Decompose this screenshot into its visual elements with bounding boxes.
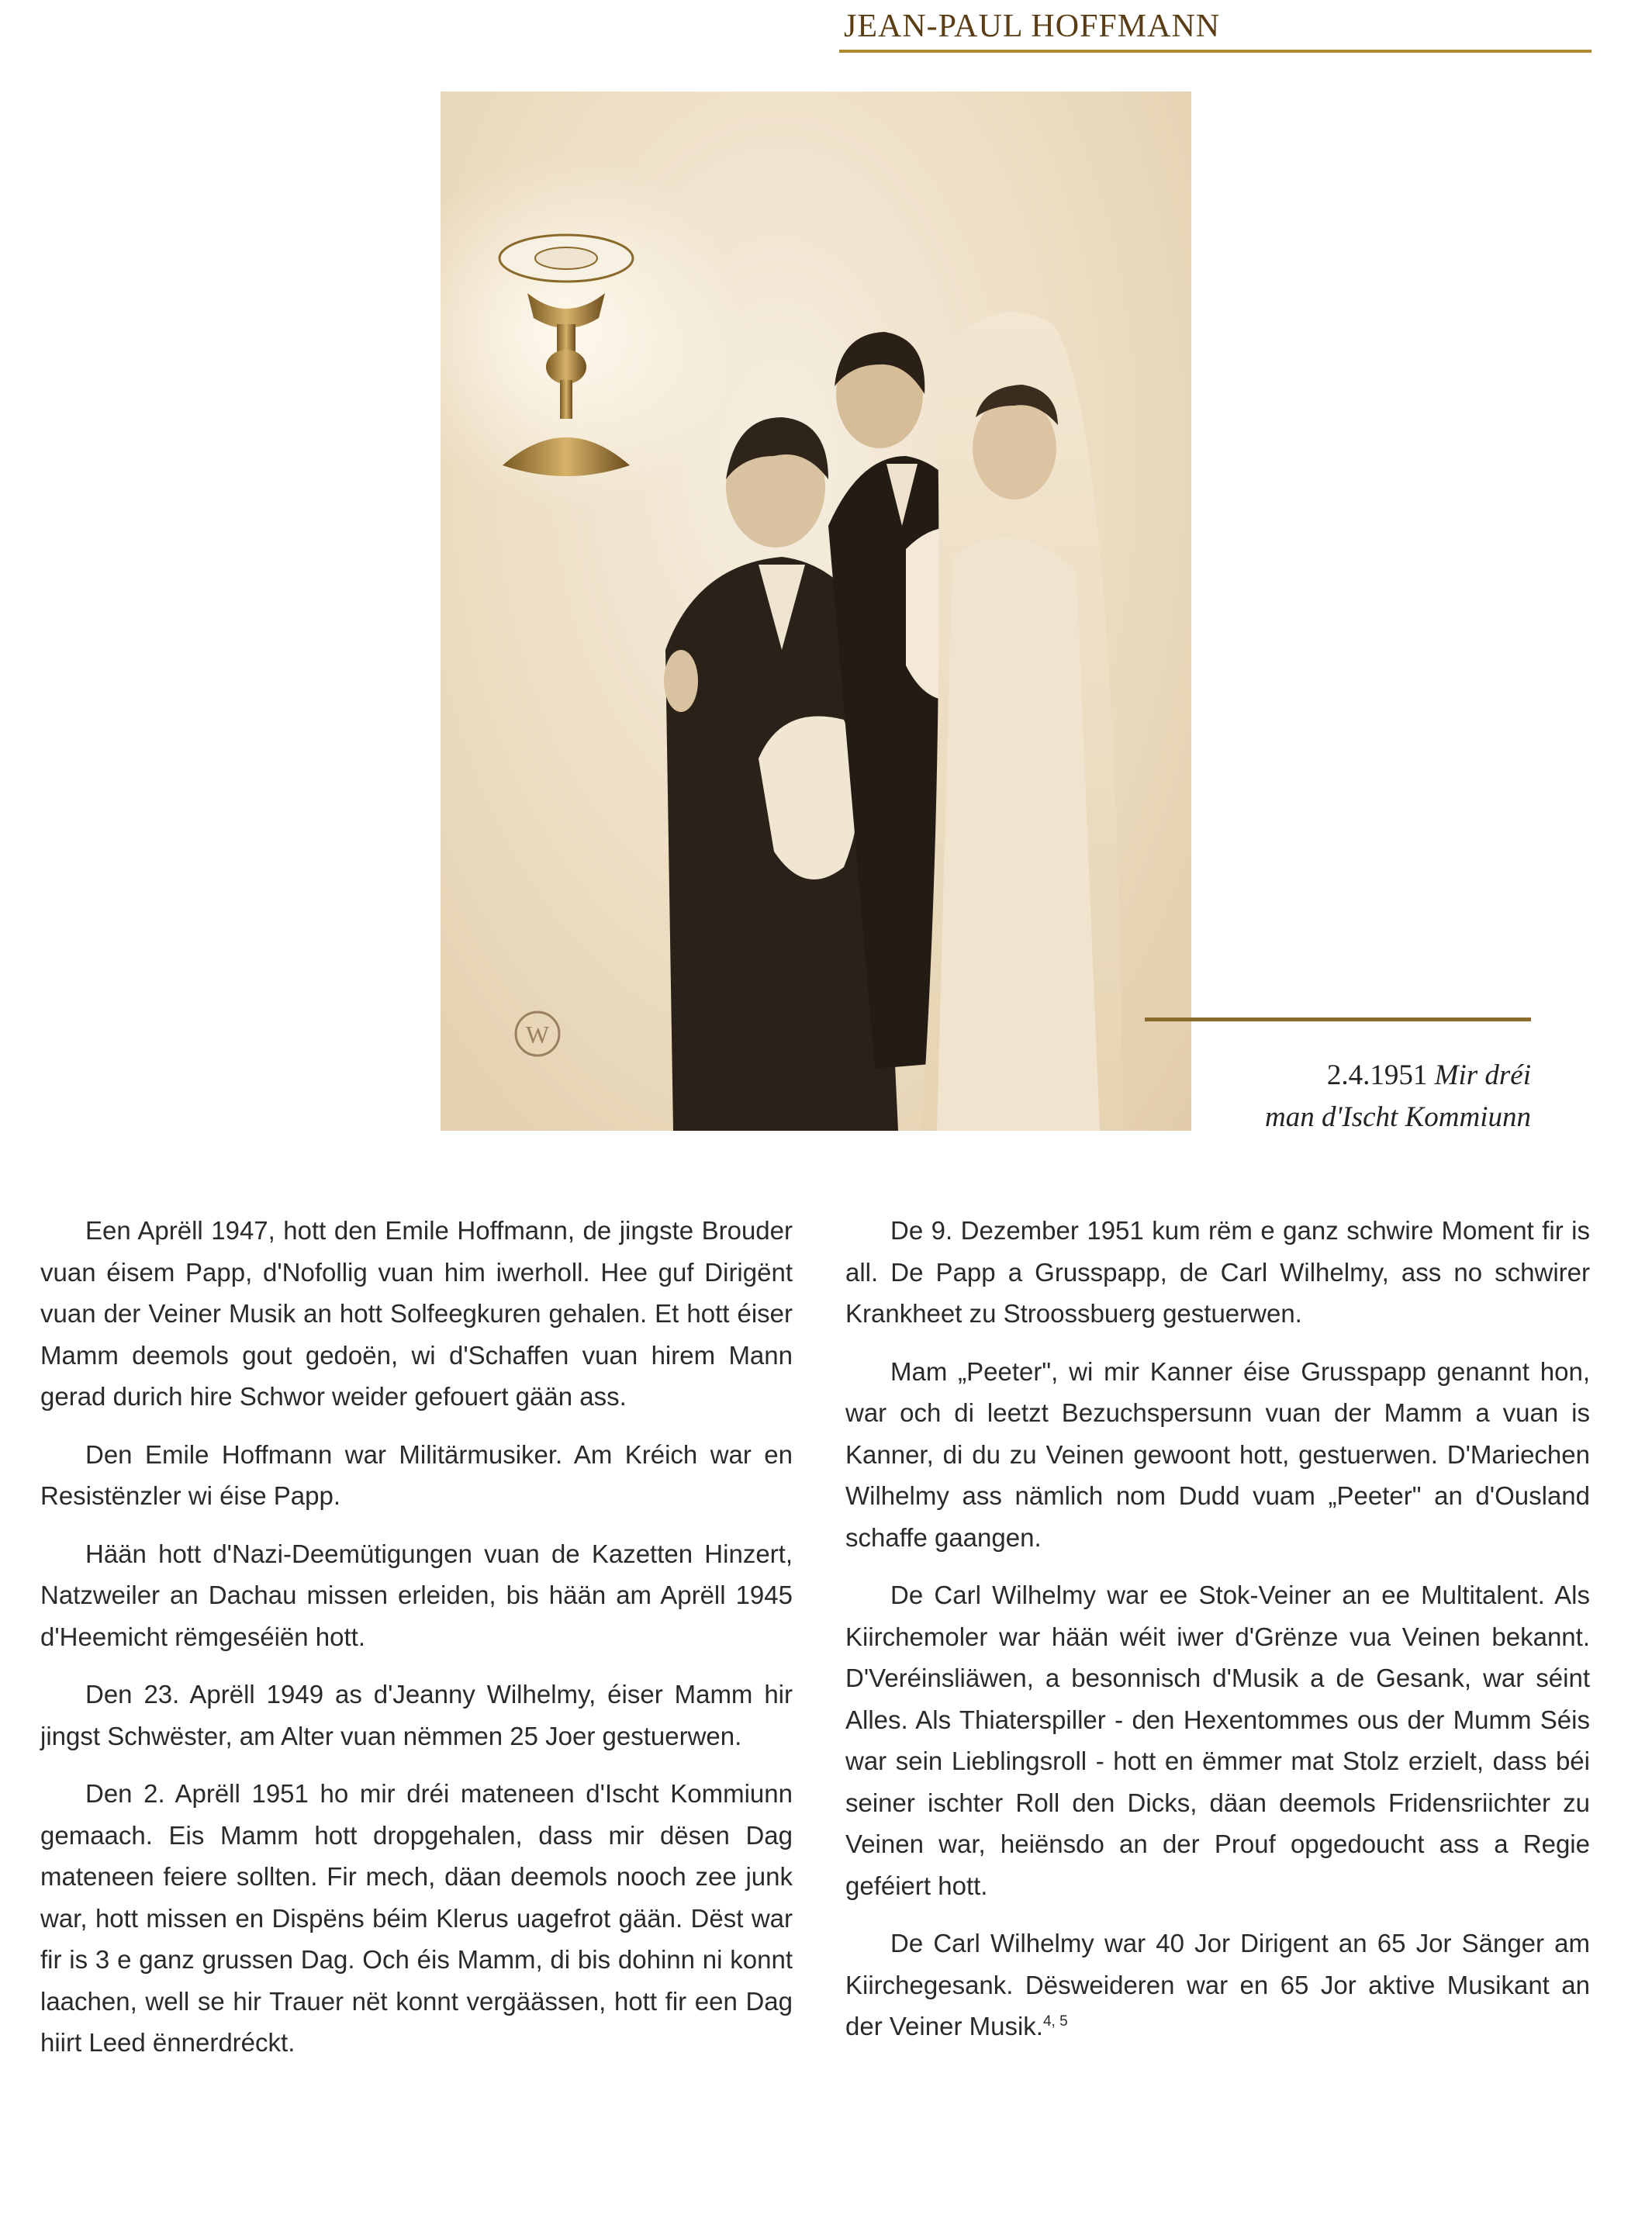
left-column bbox=[40, 1210, 793, 2080]
paragraph bbox=[845, 1923, 1590, 2047]
caption-rule bbox=[1145, 1018, 1531, 1021]
paragraph: Den 23. Aprëll 1949 as d'Jeanny Wilhelmy, éiser Mamm hir jingst Schwëster, am Alter vuan nëmmen 25 Joer gestuerwen. bbox=[40, 1680, 793, 1750]
photo-illustration bbox=[441, 92, 1191, 1131]
paragraph: Den Emile Hoffmann war Militärmusiker. Am Kréich war en Resistënzler wi éise Papp. bbox=[40, 1439, 793, 1510]
girl-figure bbox=[921, 312, 1123, 1131]
photographer-monogram bbox=[516, 1012, 559, 1056]
caption-line2: man d'Ischt Kommiunn bbox=[1265, 1101, 1531, 1133]
caption-date: 2.4.1951 bbox=[1326, 1059, 1428, 1091]
photo-caption bbox=[1265, 1055, 1531, 1139]
paragraph: De 9. Dezember 1951 kum rëm e ganz schwire Moment fir is all. De Papp a Grusspapp, de Carl Wilhelmy, ass no schwirer Krankheet zu Stroossbuerg gestuerwen. bbox=[845, 1216, 1590, 1328]
footnote-ref: 4, 5 bbox=[1042, 2013, 1068, 2030]
paragraph: Hään hott d'Nazi-Deemütigungen vuan de Kazetten Hinzert, Natzweiler an Dachau missen erleiden, bis hään am Aprëll 1945 d'Heemicht rëmgeséiën hott. bbox=[40, 1539, 793, 1651]
communion-photo bbox=[441, 92, 1191, 1131]
paragraph: Mam „Peeter", wi mir Kanner éise Grusspapp genannt hon, war och di leetzt Bezuchspersunn vuan der Mamm a vuan is Kanner, di du zu Veinen gewoont hott, gestuerwen. D'Mariechen Wilhelmy ass nämlich nom Dudd vuam „Peeter" an d'Ousland schaffe gaangen. bbox=[845, 1356, 1590, 1552]
paragraph: Een Aprëll 1947, hott den Emile Hoffmann, de jingste Brouder vuan éisem Papp, d'Nofollig vuan him iwerholl. Hee guf Dirigënt vuan der Veiner Musik an hott Solfeegkuren gehalen. Et hott éiser Mamm deemols gout gedoën, wi d'Schaffen vuan hirem Mann gerad durich hire Schwor weider gefouert gään ass. bbox=[40, 1216, 793, 1411]
monogram-letter: W bbox=[525, 1021, 550, 1049]
caption-line1: Mir dréi bbox=[1434, 1059, 1531, 1091]
header-title: JEAN-PAUL HOFFMANN bbox=[844, 9, 1221, 44]
paragraph: Den 2. Aprëll 1951 ho mir dréi mateneen d'Ischt Kommiunn gemaach. Eis Mamm hott dropgehalen, dass mir dësen Dag mateneen feiere sollten. Fir mech, däan deemols nooch zee junk war, hott missen en Dispëns béim Klerus uagefrot gään. Dëst war fir is 3 e ganz grussen Dag. Och éis Mamm, di bis dohinn ni konnt laachen, well se hir Trauer nët konnt vergäässen, hott fir een Dag hiirt Leed ënnerdréckt. bbox=[40, 1779, 793, 2057]
right-column bbox=[845, 1210, 1590, 2064]
paragraph-text: De Carl Wilhelmy war 40 Jor Dirigent an 65 Jor Sänger am Kiirchegesank. Dësweideren war en 65 Jor aktive Musikant an der Veiner Musik. bbox=[845, 1929, 1590, 2040]
paragraph: De Carl Wilhelmy war ee Stok-Veiner an ee Multitalent. Als Kiirchemoler war hään wéit iwer d'Grënze vua Veinen bekannt. D'Veréinsliäwen, a besonnisch d'Musik a de Gesank, war séint Alles. Als Thiaterspiller - den Hexentommes ous der Mumm Séis war sein Lieblingsroll - hott en ëmmer mat Stolz erzielt, dass béi seiner ischter Roll den Dicks, däan deemols Fridensriichter zu Veinen war, heiënsdo an der Prouf opgedoucht ass a Regie geféiert hott. bbox=[845, 1581, 1590, 1900]
page-header bbox=[839, 6, 1592, 53]
